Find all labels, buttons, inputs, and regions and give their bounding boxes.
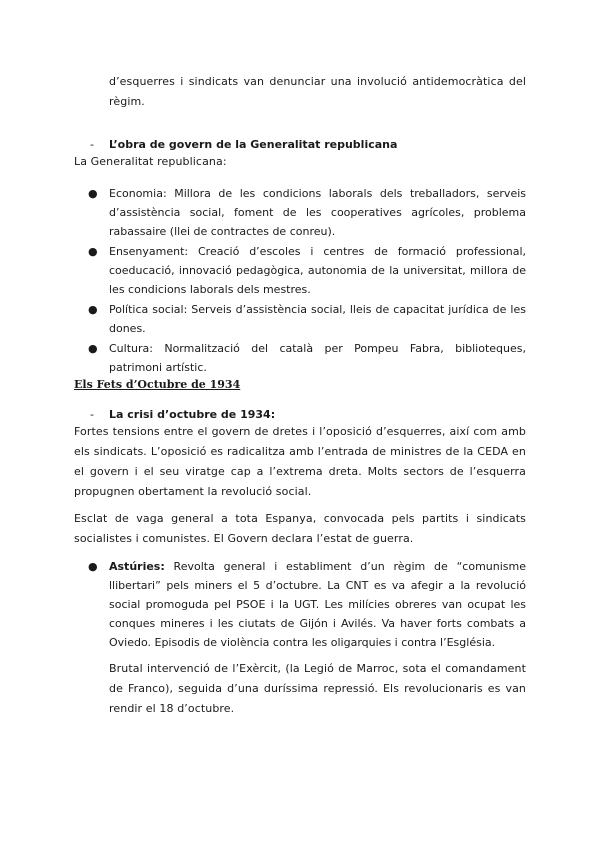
heading-crisi-octubre: - La crisi d’octubre de 1934:	[90, 408, 276, 421]
list-item: ● Ensenyament: Creació d’escoles i centres de formació professional, coeducació, innovació pedagògica, autonomia de la universitat, millora de les condicions laborals dels mestres.	[88, 242, 526, 299]
generalitat-intro: La Generalitat republicana:	[74, 155, 227, 168]
list-item: ● Astúries: Revolta general i establiment d’un règim de “comunisme llibertari” pels miners el 5 d’octubre. La CNT es va afegir a la revolució social promoguda pel PSOE i la UGT. Les milícies obreres van ocupat les conques mineres i les ciutats de Gijón i Avilés. Va haver forts combats a Oviedo. Episodis de violència contra les oligarquies i contra l’Església.	[88, 557, 526, 652]
generalitat-list	[88, 184, 526, 377]
section-title: Els Fets d’Octubre de 1934	[74, 378, 241, 391]
paragraph-crisi: Fortes tensions entre el govern de dretes i l’oposició d’esquerres, així com amb els sindicats. L’oposició es radicalitza amb l’entrada de ministres de la CEDA en el govern i el seu viratge cap a l’extrema dreta. Molts sectors de l’esquerra propugnen obertament la revolució social.	[74, 425, 526, 498]
asturies-list	[88, 557, 526, 652]
list-item: ● Política social: Serveis d’assistència social, lleis de capacitat jurídica de les dones.	[88, 300, 526, 338]
paragraph-vaga: Esclat de vaga general a tota Espanya, convocada pels partits i sindicats socialistes i comunistes. El Govern declara l’estat de guerra.	[74, 512, 526, 545]
bullet-icon: ●	[88, 187, 98, 200]
list-item: ● Cultura: Normalització del català per Pompeu Fabra, biblioteques, patrimoni artístic.	[88, 339, 526, 377]
bullet-icon: ●	[88, 560, 98, 573]
bullet-icon: ●	[88, 303, 98, 316]
asturies-label: Astúries:	[109, 560, 165, 573]
heading-obra-govern: - L’obra de govern de la Generalitat republicana	[90, 138, 398, 151]
list-item: ● Economia: Millora de les condicions laborals dels treballadors, serveis d’assistència social, foment de les cooperatives agrícoles, problema rabassaire (llei de contractes de conreu).	[88, 184, 526, 241]
bullet-icon: ●	[88, 342, 98, 355]
bullet-icon: ●	[88, 245, 98, 258]
paragraph-continuation: d’esquerres i sindicats van denunciar una involució antidemocràtica del règim.	[109, 75, 526, 108]
paragraph-brutal: Brutal intervenció de l’Exèrcit, (la Legió de Marroc, sota el comandament de Franco), seguida d’una duríssima repressió. Els revolucionaris es van rendir el 18 d’octubre.	[109, 662, 526, 715]
